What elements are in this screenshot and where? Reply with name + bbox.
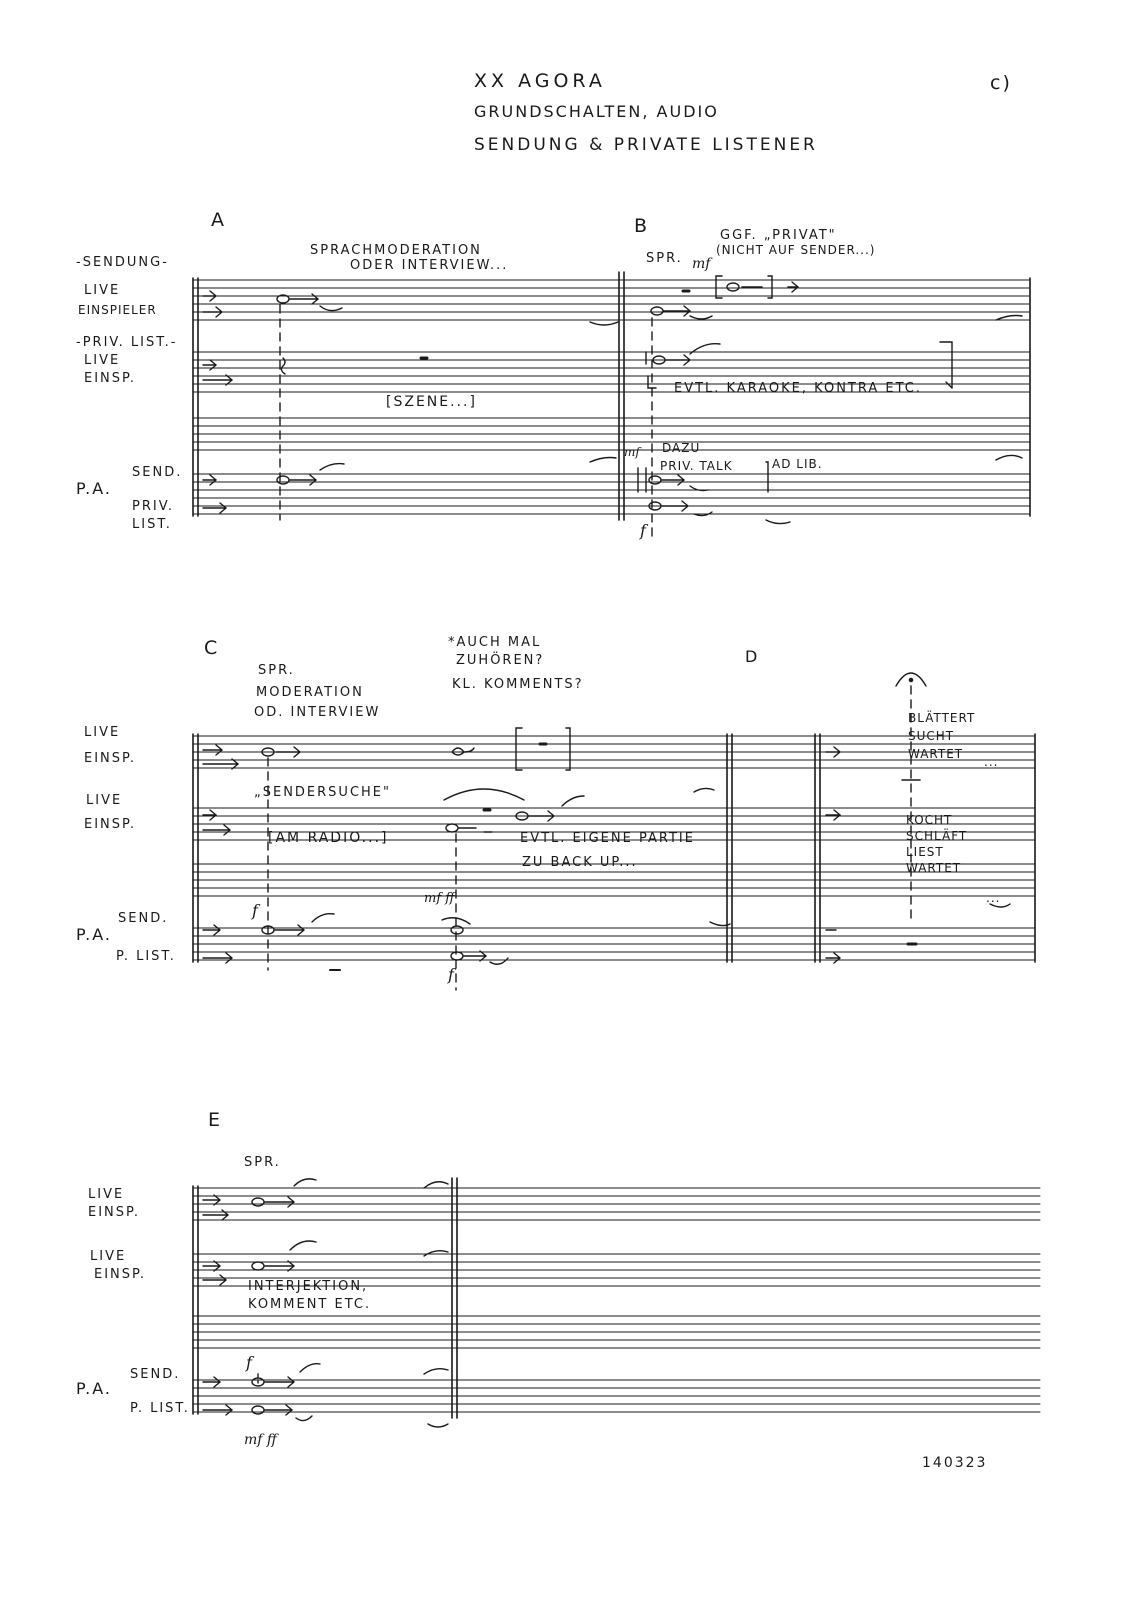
annotation-schlaeft: SCHLÄFT <box>906 829 968 843</box>
label-p-list: P. LIST. <box>116 949 176 964</box>
title-line-3: SENDUNG & PRIVATE LISTENER <box>474 135 818 155</box>
annotation-interjektion: INTERJEKTION, <box>248 1279 369 1294</box>
label-live-2: LIVE <box>90 1249 127 1264</box>
label-send: SEND. <box>130 1367 181 1382</box>
annotation-dazu: DAZU <box>662 441 701 455</box>
title-line-1: XX AGORA <box>474 70 606 92</box>
label-einsp: EINSP. <box>84 371 136 386</box>
annotation-auch-mal: *AUCH MAL <box>448 635 542 650</box>
label-priv-list: -PRIV. LIST.- <box>76 335 178 350</box>
annotation-priv-talk: PRIV. TALK <box>660 459 733 473</box>
dynamic-mf-2: mf <box>624 445 640 459</box>
label-list: LIST. <box>132 517 172 532</box>
annotation-spr: SPR. <box>244 1155 281 1170</box>
rehearsal-mark-a: A <box>211 209 224 231</box>
archive-number: 140323 <box>922 1455 988 1471</box>
annotation-dots-2: ... <box>986 891 1001 905</box>
annotation-ggf-privat: GGF. „PRIVAT" <box>720 228 837 243</box>
annotation-zuhoeren: ZUHÖREN? <box>456 653 545 668</box>
annotation-moderation: MODERATION <box>256 685 364 700</box>
annotation-sendersuche: „SENDERSUCHE" <box>254 785 391 800</box>
annotation-komment-etc: KOMMENT ETC. <box>248 1297 372 1312</box>
page-marker: c) <box>990 72 1012 94</box>
annotation-nicht-auf-sender: (NICHT AUF SENDER...) <box>716 243 876 257</box>
annotation-am-radio: [AM RADIO...] <box>268 830 389 846</box>
annotation-sprachmoderation: SPRACHMODERATION <box>310 243 482 258</box>
annotation-kocht: KOCHT <box>906 813 953 827</box>
label-pa: P.A. <box>76 925 112 944</box>
dynamic-mf: mf <box>692 256 711 272</box>
label-einsp: EINSP. <box>84 751 136 766</box>
annotation-oder-interview: ODER INTERVIEW... <box>350 258 509 273</box>
rehearsal-mark-b: B <box>634 215 648 237</box>
dynamic-f: f <box>246 1353 252 1372</box>
dynamic-f-2: f <box>448 965 454 984</box>
annotation-ad-lib: AD LIB. <box>772 457 823 471</box>
label-priv: PRIV. <box>132 499 175 514</box>
dynamic-f: f <box>640 521 646 540</box>
system-1-staff-lines <box>193 280 1030 514</box>
annotation-zu-back-up: ZU BACK UP... <box>522 855 638 870</box>
label-pa: P.A. <box>76 1379 112 1398</box>
label-einsp: EINSP. <box>88 1205 140 1220</box>
system-1-notes <box>203 276 1022 536</box>
label-send: SEND. <box>118 911 169 926</box>
dynamic-f-1: f <box>252 901 258 920</box>
annotation-sucht: SUCHT <box>908 729 955 743</box>
label-einspieler: EINSPIELER <box>78 303 157 317</box>
label-live-2: LIVE <box>86 793 123 808</box>
annotation-liest: LIEST <box>906 845 944 859</box>
dynamic-mf-ff: mf ff <box>244 1432 277 1448</box>
annotation-blaettert: BLÄTTERT <box>908 711 976 725</box>
rehearsal-mark-c: C <box>204 637 218 659</box>
annotation-evtl-eigene-partie: EVTL. EIGENE PARTIE <box>520 831 695 846</box>
annotation-wartet-2: WARTET <box>906 861 962 875</box>
annotation-kl-komments: KL. KOMMENTS? <box>452 677 584 692</box>
label-einsp-2: EINSP. <box>84 817 136 832</box>
label-sendung: -SENDUNG- <box>76 255 169 270</box>
label-live: LIVE <box>84 283 121 298</box>
label-pa: P.A. <box>76 479 112 498</box>
annotation-karaoke: EVTL. KARAOKE, KONTRA ETC. <box>674 381 922 396</box>
title-line-2: GRUNDSCHALTEN, AUDIO <box>474 102 719 121</box>
annotation-spr: SPR. <box>258 663 295 678</box>
annotation-spr: SPR. <box>646 251 683 266</box>
label-send: SEND. <box>132 465 183 480</box>
annotation-szene: [SZENE...] <box>386 394 477 410</box>
dynamic-mf-ff: mf ff <box>424 891 455 906</box>
label-live-2: LIVE <box>84 353 121 368</box>
annotation-wartet-1: WARTET <box>908 747 964 761</box>
label-p-list: P. LIST. <box>130 1401 190 1416</box>
annotation-dots-1: ... <box>984 755 999 769</box>
label-einsp-2: EINSP. <box>94 1267 146 1282</box>
annotation-od-interview: OD. INTERVIEW <box>254 705 381 720</box>
label-live: LIVE <box>84 725 121 740</box>
rehearsal-mark-e: E <box>208 1109 221 1131</box>
rehearsal-mark-d: D <box>745 647 758 666</box>
label-live: LIVE <box>88 1187 125 1202</box>
